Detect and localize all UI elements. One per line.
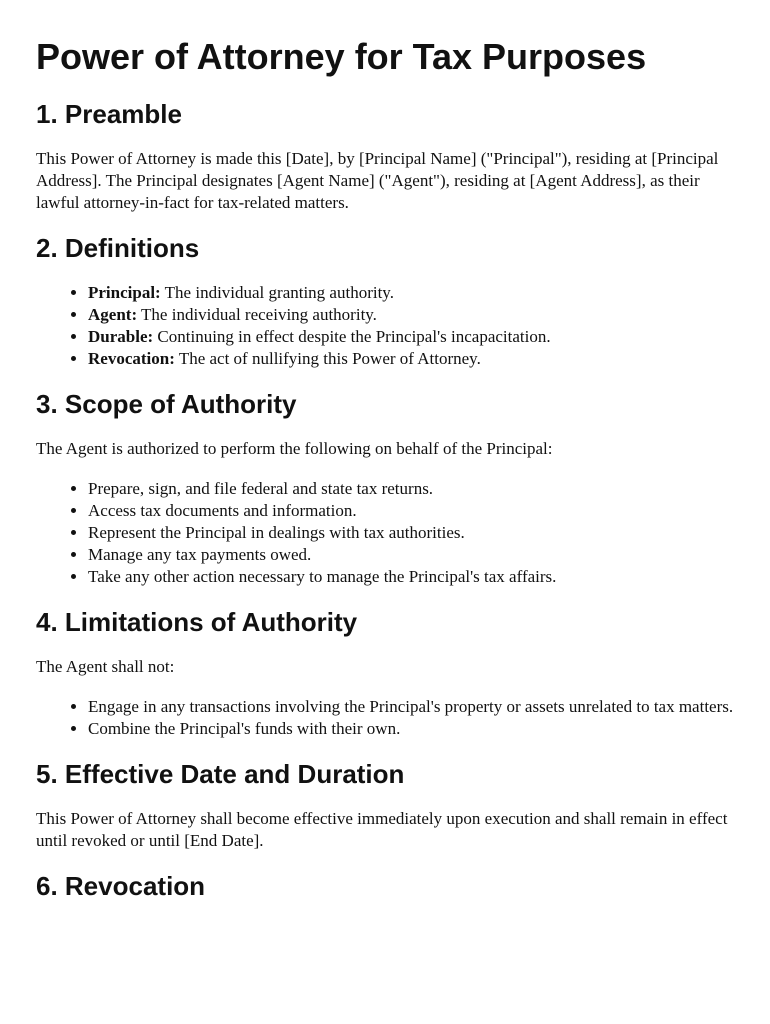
definition-term: Principal: bbox=[88, 283, 161, 302]
section-limitations bbox=[36, 606, 734, 740]
definitions-list bbox=[36, 282, 734, 370]
list-item bbox=[88, 326, 734, 348]
list-item bbox=[88, 282, 734, 304]
list-item: • Take any other action necessary to manage the Principal's tax affairs. bbox=[88, 566, 734, 588]
section-heading: 1. Preamble bbox=[36, 99, 182, 129]
preamble-paragraph: This Power of Attorney is made this [Date], by [Principal Name] ("Principal"), residing at [Principal Address]. The Principal designates [Agent Name] ("Agent"), residing at [Agent Address], as their lawful attorney-in-fact for tax-related matters. bbox=[36, 149, 719, 212]
section-heading: 5. Effective Date and Duration bbox=[36, 759, 405, 789]
limitations-list bbox=[36, 696, 734, 740]
definition-term: Agent: bbox=[88, 305, 138, 324]
list-item: • Represent the Principal in dealings with tax authorities. bbox=[88, 522, 734, 544]
list-item: • Manage any tax payments owed. bbox=[88, 544, 734, 566]
document-title: Power of Attorney for Tax Purposes bbox=[36, 36, 647, 77]
limitations-intro: The Agent shall not: bbox=[36, 657, 175, 676]
definition-text: Continuing in effect despite the Principal's incapacitation. bbox=[153, 327, 551, 346]
definition-text: The individual receiving authority. bbox=[137, 305, 377, 324]
list-item: • Combine the Principal's funds with their own. bbox=[88, 718, 734, 740]
definition-text: The act of nullifying this Power of Attorney. bbox=[174, 349, 481, 368]
section-revocation bbox=[36, 870, 734, 902]
section-heading: 2. Definitions bbox=[36, 233, 200, 263]
section-preamble bbox=[36, 98, 734, 214]
definition-term: Durable: bbox=[88, 327, 154, 346]
list-item: • Engage in any transactions involving the Principal's property or assets unrelated to tax matters. bbox=[88, 696, 734, 718]
scope-list bbox=[36, 478, 734, 588]
section-effective-date bbox=[36, 758, 734, 852]
section-heading: 6. Revocation bbox=[36, 871, 206, 901]
list-item: • Prepare, sign, and file federal and state tax returns. bbox=[88, 478, 734, 500]
effective-date-paragraph: This Power of Attorney shall become effective immediately upon execution and shall remain in effect until revoked or until [End Date]. bbox=[36, 809, 728, 850]
scope-intro: The Agent is authorized to perform the following on behalf of the Principal: bbox=[36, 439, 553, 458]
list-item bbox=[88, 348, 734, 370]
section-definitions bbox=[36, 232, 734, 370]
list-item: • Access tax documents and information. bbox=[88, 500, 734, 522]
section-heading: 4. Limitations of Authority bbox=[36, 607, 358, 637]
definition-text: The individual granting authority. bbox=[160, 283, 394, 302]
section-scope bbox=[36, 388, 734, 588]
list-item bbox=[88, 304, 734, 326]
section-heading: 3. Scope of Authority bbox=[36, 389, 297, 419]
definition-term: Revocation: bbox=[88, 349, 175, 368]
